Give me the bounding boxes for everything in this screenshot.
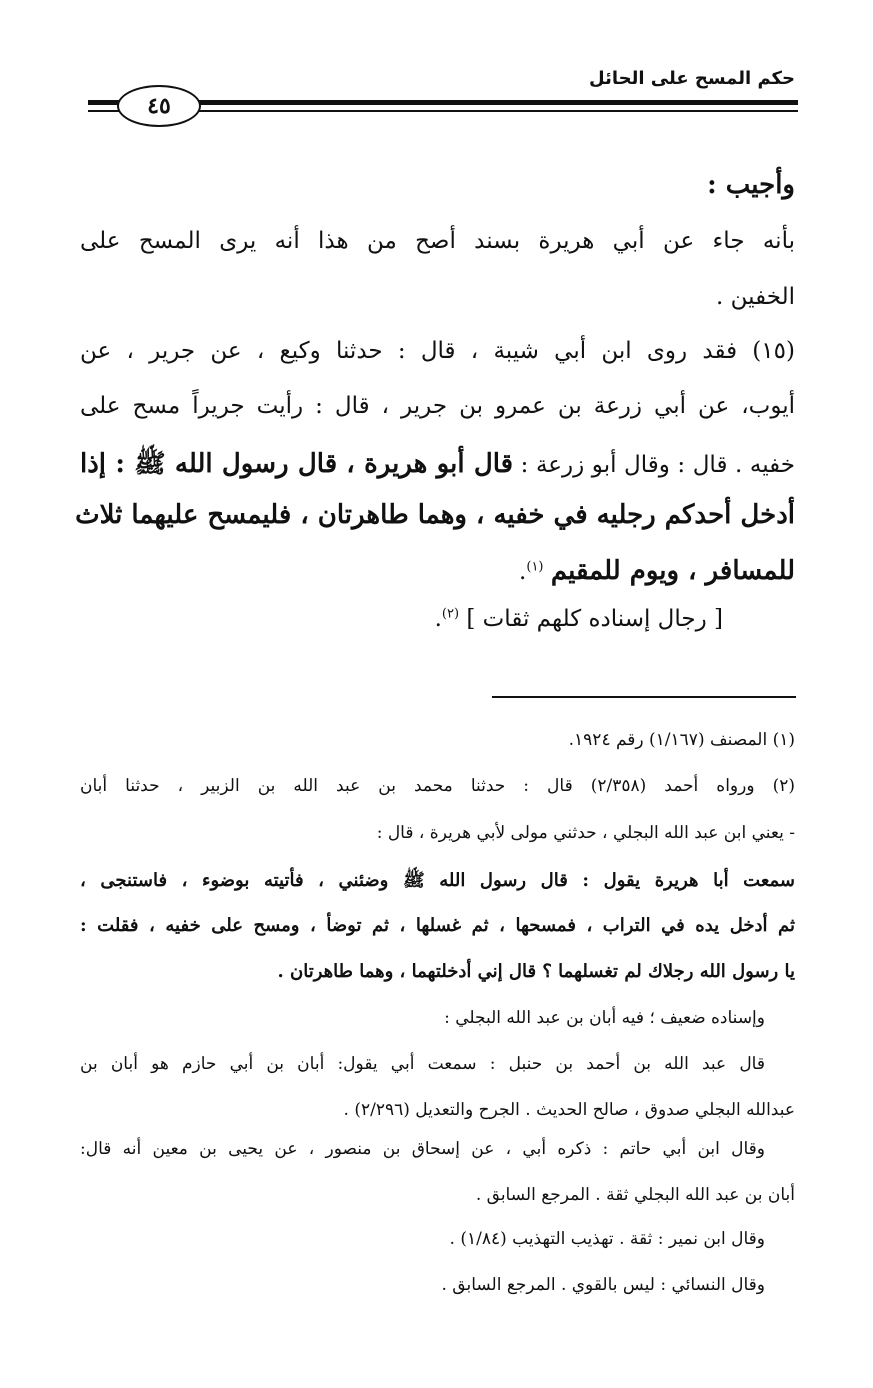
footnote-divider [492,696,796,698]
body-line: بأنه جاء عن أبي هريرة بسند أصح من هذا أنه يرى المسح على [80,228,795,254]
footnote-line: وإسناده ضعيف ؛ فيه أبان بن عبد الله البجلي : [444,1008,765,1028]
footnote-line: أبان بن عبد الله البجلي ثقة . المرجع السابق . [475,1185,795,1205]
hadith-line: أدخل أحدكم رجليه في خفيه ، وهما طاهرتان ، فليمسح عليهما ثلاث [75,500,795,530]
footnote-line: قال عبد الله بن أحمد بن حنبل : سمعت أبي يقول: أبان بن أبي حازم هو أبان بن [80,1054,765,1074]
footnote-hadith-line: سمعت أبا هريرة يقول : قال رسول الله ﷺ وضئني ، فأتيته بوضوء ، فاستنجى ، [80,870,795,891]
body-line: أيوب، عن أبي زرعة بن عمرو بن جرير ، قال : رأيت جريراً مسح على [80,393,795,419]
page-number: ٤٥ [117,85,201,127]
verdict-text: [ رجال إسناده كلهم ثقات ] [466,606,723,632]
footnote-line: - يعني ابن عبد الله البجلي ، حدثني مولى لأبي هريرة ، قال : [376,823,795,843]
footnote-line: (١) المصنف (١/١٦٧) رقم ١٩٢٤. [568,730,795,750]
footnote-line: (٢) ورواه أحمد (٢/٣٥٨) قال : حدثنا محمد بن عبد الله بن الزبير ، حدثنا أبان [80,776,795,796]
running-title: حكم المسح على الحائل [589,68,795,89]
footnote-ref: (٢) [441,606,460,622]
footnote-line: وقال ابن نمير : ثقة . تهذيب التهذيب (١/٨٤) . [449,1229,765,1249]
hadith-text: للمسافر ، ويوم للمقيم [550,556,795,586]
body-line [80,447,795,485]
heading-answer: وأجيب : [707,170,795,200]
body-line: (١٥) فقد روى ابن أبي شيبة ، قال : حدثنا وكيع ، عن جرير ، عن [80,338,795,364]
footnote-hadith-line: يا رسول الله رجلاك لم تغسلهما ؟ قال إني أدخلتهما ، وهما طاهرتان . [277,961,795,982]
hadith-text: قال أبو هريرة ، قال رسول الله ﷺ : إذا [80,449,514,479]
footnote-line: عبدالله البجلي صدوق ، صالح الحديث . الجرح والتعديل (٢/٢٩٦) . [343,1100,795,1120]
footnote-line: وقال ابن أبي حاتم : ذكره أبي ، عن إسحاق بن منصور ، عن يحيى بن معين أنه قال: [80,1139,765,1159]
footnote-ref: (١) [526,559,544,575]
body-text-regular: خفيه . قال : وقال أبو زرعة : [520,452,795,478]
footnote-line: وقال النسائي : ليس بالقوي . المرجع السابق . [441,1275,765,1295]
hadith-line: للمسافر ، ويوم للمقيم $^{(١)}$. [519,556,795,586]
footnote-hadith-line: ثم أدخل يده في التراب ، فمسحها ، ثم غسلها ، ثم توضأ ، ومسح على خفيه ، فقلت : [80,915,795,936]
chain-verdict: [ رجال إسناده كلهم ثقات ] $^{(٢)}$. [434,606,723,632]
body-line: الخفين . [716,284,795,310]
